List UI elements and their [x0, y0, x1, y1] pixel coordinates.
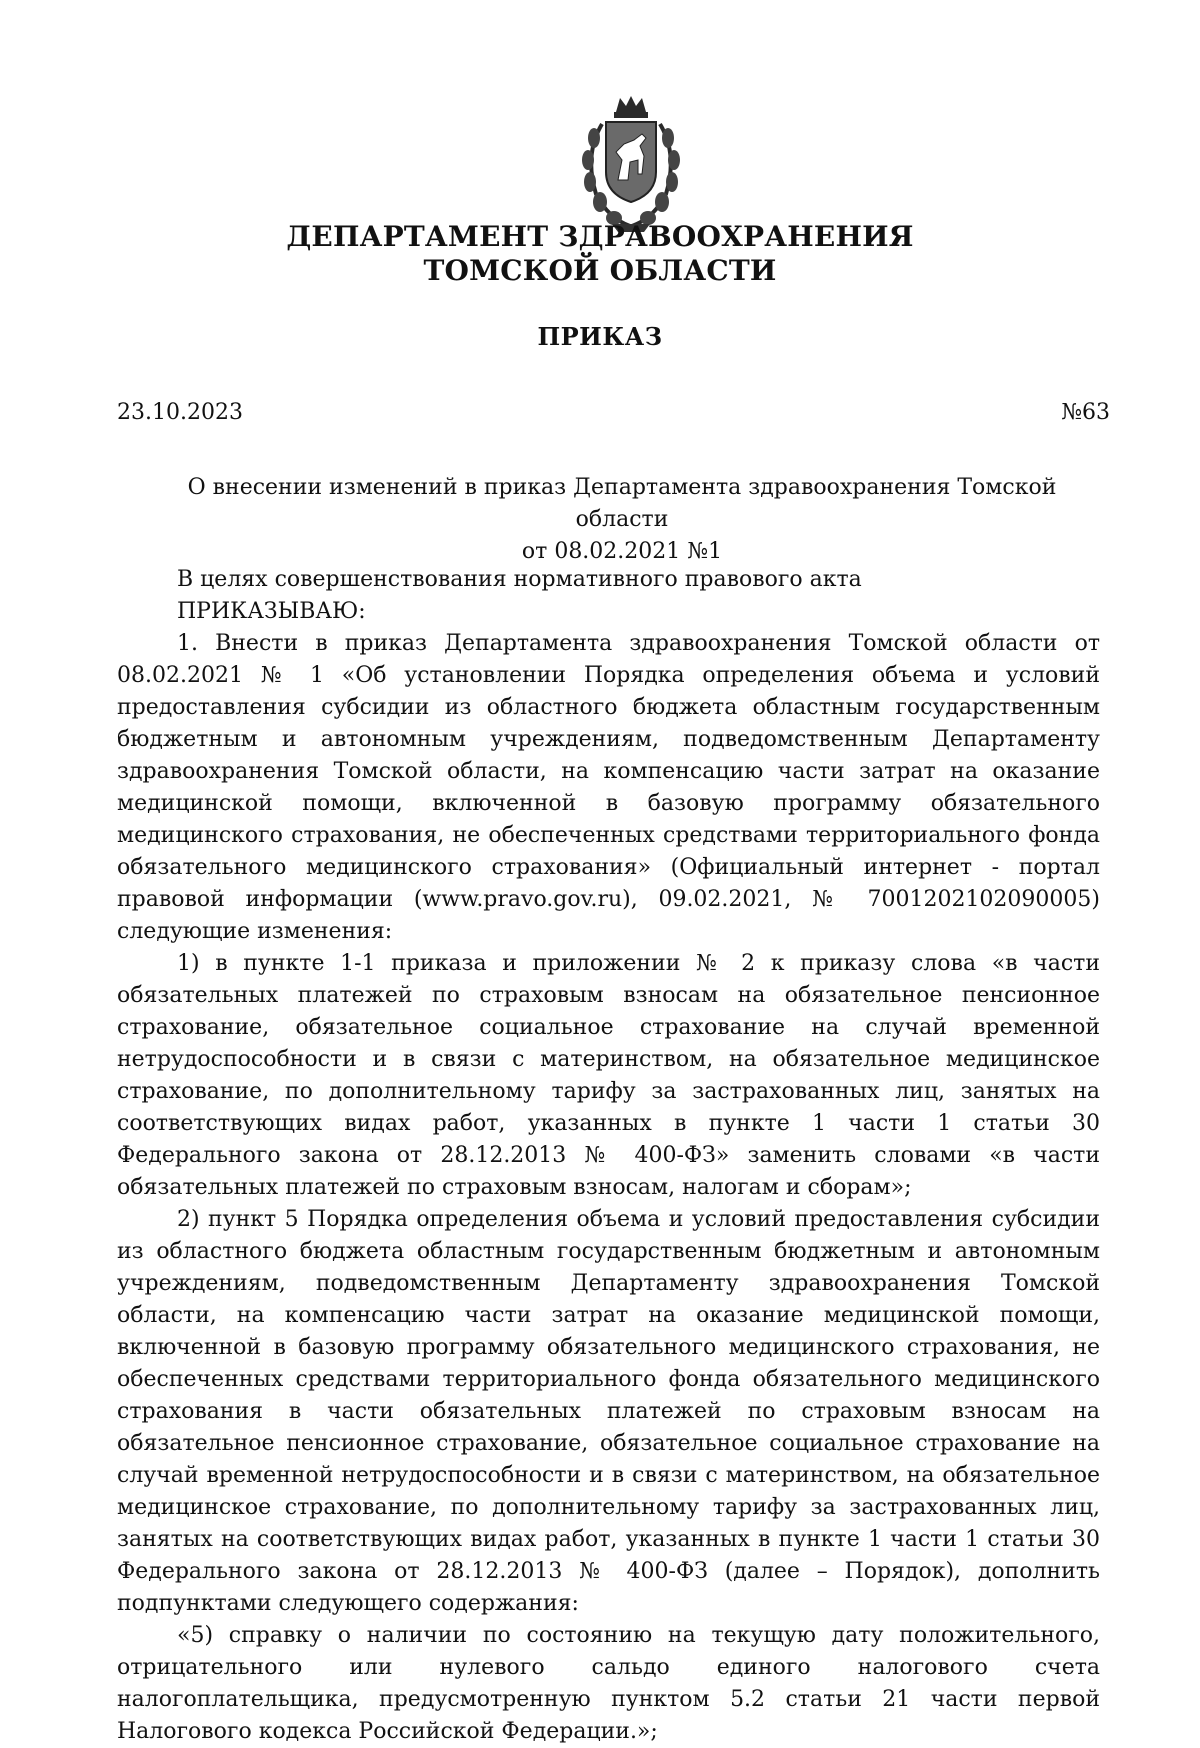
document-number: №63	[1061, 400, 1110, 425]
paragraph-1-1: 1) в пункте 1-1 приказа и приложении № 2 к приказу слова «в части обязательных платежей по страховым взносам на обязательное пенсионное страхование, обязательное социальное страхование на случай временной нетрудоспособности и в связи с материнством, на обязательное медицинское страхование, по дополнительному тарифу за застрахованных лиц, занятых на соответствующих видах работ, указанных в пункте 1 части 1 статьи 30 Федерального закона от 28.12.2013 № 400-ФЗ» заменить словами «в части обязательных платежей по страховым взносам, налогам и сборам»;	[117, 951, 1100, 1200]
organization-name-line1: ДЕПАРТАМЕНТ ЗДРАВООХРАНЕНИЯ	[286, 220, 914, 253]
document-body	[117, 564, 1100, 1748]
document-date: 23.10.2023	[117, 400, 243, 425]
document-type: ПРИКАЗ	[537, 322, 663, 351]
tomsk-coat-of-arms-icon	[572, 94, 690, 234]
paragraph-1: 1. Внести в приказ Департамента здравоохранения Томской области от 08.02.2021 № 1 «Об установлении Порядка определения объема и условий предоставления субсидии из областного бюджета областным государственным бюджетным и автономным учреждениям, подведомственным Департаменту здравоохранения Томской области, на компенсацию части затрат на оказание медицинской помощи, включенной в базовую программу обязательного медицинского страхования, не обеспеченных средствами территориального фонда обязательного медицинского страхования» (Официальный интернет - портал правовой информации (www.pravo.gov.ru), 09.02.2021, № 7001202102090005) следующие изменения:	[117, 631, 1100, 944]
subject-line1: О внесении изменений в приказ Департамента здравоохранения Томской области	[187, 475, 1057, 532]
paragraph-subitem-5: «5) справку о наличии по состоянию на текущую дату положительного, отрицательного или нулевого сальдо единого налогового счета налогоплательщика, предусмотренную пунктом 5.2 статьи 21 части первой Налогового кодекса Российской Федерации.»;	[117, 1623, 1100, 1744]
purpose-paragraph: В целях совершенствования нормативного правового акта	[177, 567, 862, 592]
paragraph-1-2: 2) пункт 5 Порядка определения объема и условий предоставления субсидии из областного бюджета областным государственным бюджетным и автономным учреждениям, подведомственным Департаменту здравоохранения Томской области, на компенсацию части затрат на оказание медицинской помощи, включенной в базовую программу обязательного медицинского страхования, не обеспеченных средствами территориального фонда обязательного медицинского страхования в части обязательных платежей по страховым взносам на обязательное пенсионное страхование, обязательное социальное страхование на случай временной нетрудоспособности и в связи с материнством, на обязательное медицинское страхование, по дополнительному тарифу за застрахованных лиц, занятых на соответствующих видах работ, указанных в пункте 1 части 1 статьи 30 Федерального закона от 28.12.2013 № 400-ФЗ (далее – Порядок), дополнить подпунктами следующего содержания:	[117, 1207, 1100, 1616]
subject-line2: от 08.02.2021 №1	[521, 539, 723, 564]
order-word: ПРИКАЗЫВАЮ:	[177, 599, 366, 624]
organization-name-line2: ТОМСКОЙ ОБЛАСТИ	[423, 254, 777, 287]
document-subject	[150, 472, 1094, 568]
